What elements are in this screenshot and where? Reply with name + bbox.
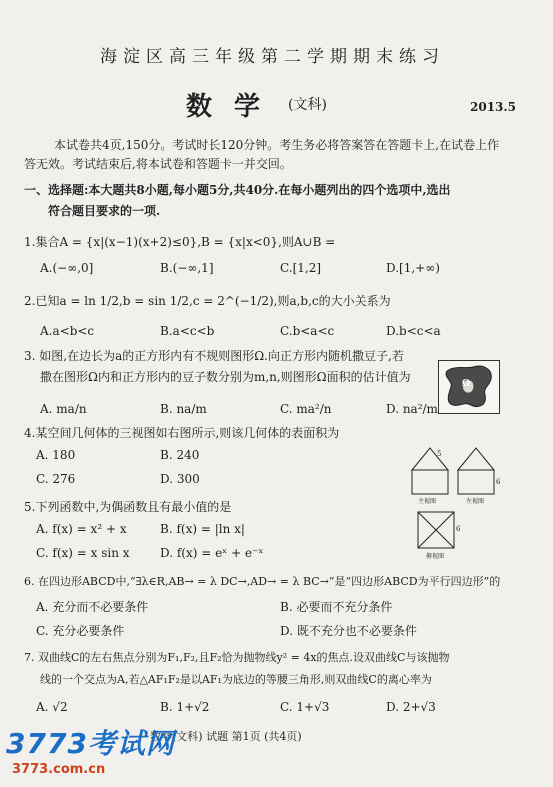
q3-stem-line-1: 3. 如图,在边长为a的正方形内有不规则图形Ω.向正方形内随机撒豆子,若 — [24, 349, 404, 363]
q4-dimension-5: 5 — [437, 450, 442, 458]
q7-option-a: A. √2 — [36, 700, 68, 714]
q1-option-a: A.(−∞,0] — [40, 261, 94, 275]
q7-option-d: D. 2+√3 — [386, 700, 436, 714]
q2-option-c: C.b<a<c — [280, 324, 335, 338]
exam-title: 海淀区高三年级第二学期期末练习 — [100, 47, 445, 67]
q4-stem: 4.某空间几何体的三视图如右图所示,则该几何体的表面积为 — [24, 426, 340, 440]
q6-option-d: D. 既不充分也不必要条件 — [280, 624, 417, 638]
q4-option-d: D. 300 — [160, 472, 200, 486]
q2-option-a: A.a<b<c — [40, 324, 95, 338]
q3-square-figure — [438, 360, 500, 414]
q3-stem-line-2: 撒在图形Ω内和正方形内的豆子数分别为m,n,则图形Ω面积的估计值为 — [40, 370, 411, 384]
q7-stem-line-1: 7. 双曲线C的左右焦点分别为F₁,F₂,且F₂恰为抛物线y² = 4x的焦点.设双曲线C与该抛物 — [24, 651, 450, 664]
site-watermark — [6, 722, 175, 777]
q6-stem: 6. 在四边形ABCD中,“∃λ∈R,AB→ = λ DC→,AD→ = λ BC→”是“四边形ABCD为平行四边形”的 — [24, 575, 501, 588]
q4-option-a: A. 180 — [36, 448, 76, 462]
q3-option-b: B. na/m — [160, 402, 207, 416]
q5-stem: 5.下列函数中,为偶函数且有最小值的是 — [24, 500, 232, 514]
q7-option-b: B. 1+√2 — [160, 700, 210, 714]
intro-line-2: 答无效。考试结束后,将本试卷和答题卡一并交回。 — [24, 157, 292, 171]
q5-option-a: A. f(x) = x² + x — [36, 522, 127, 536]
q4-three-view-figure — [410, 440, 500, 570]
section-1-line-2: 符合题目要求的一项. — [48, 204, 161, 218]
q4-option-c: C. 276 — [36, 472, 76, 486]
q5-option-d: D. f(x) = eˣ + e⁻ˣ — [160, 546, 264, 560]
q5-option-c: C. f(x) = x sin x — [36, 546, 130, 560]
watermark-url: 3773.com.cn — [12, 762, 106, 777]
q2-option-d: D.b<c<a — [386, 324, 441, 338]
q1-option-c: C.[1,2] — [280, 261, 322, 275]
q1-option-d: D.[1,+∞) — [386, 261, 440, 275]
watermark-brand: 3773考试网 — [6, 727, 175, 760]
q1-stem: 1.集合A = {x|(x−1)(x+2)≤0},B = {x|x<0},则A∪B = — [24, 235, 336, 249]
q2-stem: 2.已知a = ln 1/2,b = sin 1/2,c = 2^(−1/2),则a,b,c的大小关系为 — [24, 294, 391, 308]
section-1-line-1: 一、选择题:本大题共8小题,每小题5分,共40分.在每小题列出的四个选项中,选出 — [24, 183, 451, 197]
q6-option-a: A. 充分而不必要条件 — [36, 600, 149, 614]
q6-option-c: C. 充分必要条件 — [36, 624, 125, 638]
q7-stem-line-2: 线的一个交点为A,若△AF₁F₂是以AF₁为底边的等腰三角形,则双曲线C的离心率为 — [40, 673, 432, 686]
q4-dimension-6-side: 6 — [496, 478, 501, 486]
subject-title: 数学 — [186, 92, 283, 122]
q3-option-a: A. ma/n — [40, 402, 87, 416]
q3-option-d: D. na²/m — [386, 402, 438, 416]
q4-dimension-6-top: 6 — [456, 525, 461, 533]
q5-option-b: B. f(x) = |ln x| — [160, 522, 245, 536]
q4-side-view-caption: 左视图 — [466, 498, 485, 505]
q2-option-b: B.a<c<b — [160, 324, 215, 338]
page-footer: 数学(文科) 试题 第1页 (共4页) — [150, 730, 302, 743]
q4-option-b: B. 240 — [160, 448, 200, 462]
q4-top-view-caption: 俯视图 — [426, 553, 445, 560]
exam-date: 2013.5 — [470, 100, 516, 114]
subject-note: (文科) — [288, 97, 327, 113]
q6-option-b: B. 必要而不充分条件 — [280, 600, 393, 614]
q7-option-c: C. 1+√3 — [280, 700, 330, 714]
q3-option-c: C. ma²/n — [280, 402, 332, 416]
q1-option-b: B.(−∞,1] — [160, 261, 214, 275]
three-view-drawing-icon — [410, 440, 500, 570]
q3-figure-label: Ω — [462, 379, 471, 389]
intro-line-1: 本试卷共4页,150分。考试时长120分钟。考生务必将答案答在答题卡上,在试卷上作 — [54, 138, 500, 152]
q4-front-view-caption: 主视图 — [418, 498, 437, 505]
